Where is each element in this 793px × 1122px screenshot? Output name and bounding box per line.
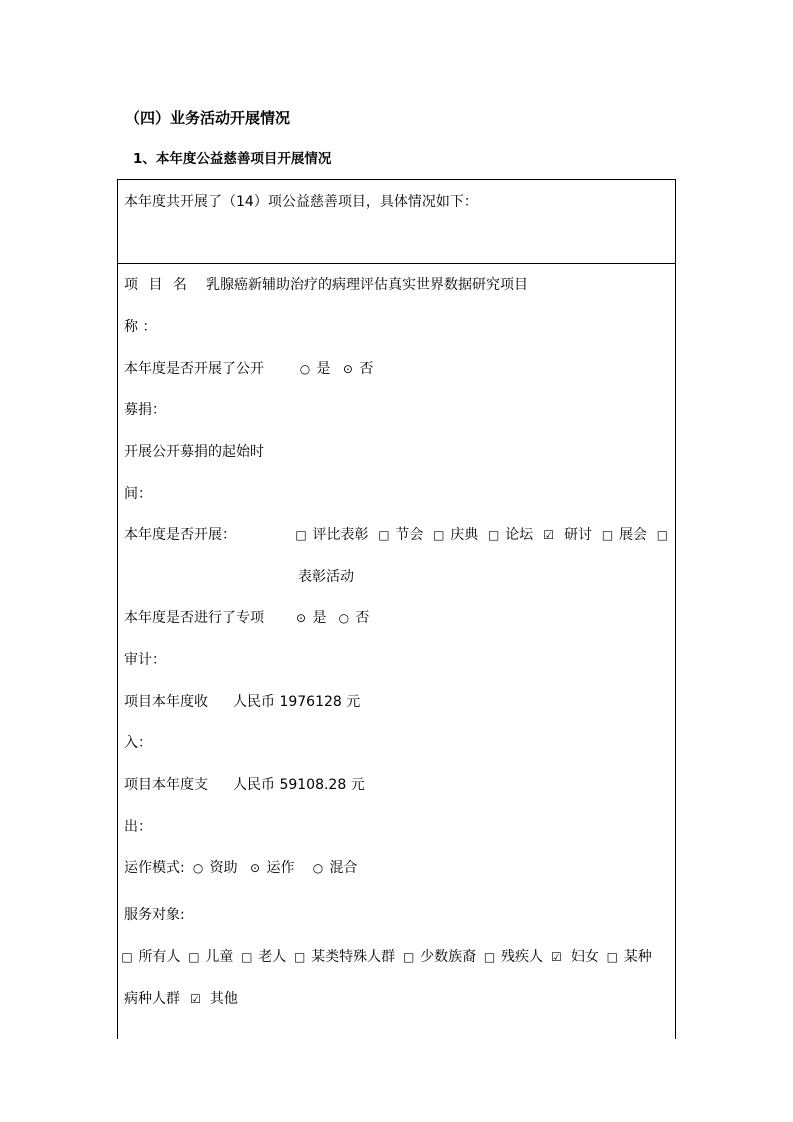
option-label: 是 — [316, 361, 331, 377]
checkbox-unchecked-icon: □ — [378, 528, 390, 542]
fundraising-start-label: 开展公开募捐的起始时 — [124, 444, 264, 460]
disease-group-label-cont: 病种人群 — [124, 991, 180, 1007]
activity-award-option[interactable] — [294, 525, 368, 545]
expense-label-cont: 出： — [124, 819, 152, 835]
activities-line2: 表彰活动 — [298, 569, 354, 585]
service-disease-group-option[interactable] — [605, 947, 651, 967]
checkbox-checked-icon: ☑ — [551, 950, 562, 964]
service-all-option[interactable] — [120, 947, 180, 967]
radio-unchecked-icon: ○ — [192, 861, 204, 875]
option-label: 其他 — [209, 991, 238, 1007]
activity-forum-option[interactable] — [487, 525, 533, 545]
checkbox-checked-icon: ☑ — [190, 992, 201, 1006]
radio-unchecked-icon: ○ — [312, 861, 324, 875]
activities-label: 本年度是否开展： — [124, 527, 236, 543]
checkbox-unchecked-icon: □ — [656, 528, 669, 542]
public-fundraising-yes-option[interactable] — [298, 359, 330, 379]
table-divider — [117, 263, 676, 264]
option-label: 论坛 — [505, 527, 534, 543]
option-label: 妇女 — [570, 949, 599, 965]
option-label: 评比表彰 — [312, 527, 369, 543]
expense-label: 项目本年度支 — [124, 777, 208, 793]
checkbox-unchecked-icon: □ — [433, 528, 445, 542]
service-target-line2 — [124, 989, 238, 1009]
checkbox-unchecked-icon: □ — [601, 528, 614, 542]
option-label: 老人 — [258, 949, 287, 965]
option-label: 资助 — [209, 860, 238, 876]
service-special-group-option[interactable] — [293, 947, 395, 967]
checkbox-unchecked-icon: □ — [483, 950, 496, 964]
public-fundraising-label: 本年度是否开展了公开 — [124, 361, 264, 377]
mode-funding-option[interactable] — [191, 858, 237, 878]
option-label: 混合 — [329, 860, 358, 876]
option-label: 运作 — [266, 860, 295, 876]
option-label: 否 — [359, 361, 374, 377]
public-fundraising-label-cont: 募捐： — [124, 402, 166, 418]
project-name-label: 项 目 名 — [124, 277, 187, 293]
mode-operation-option[interactable] — [248, 858, 294, 878]
option-label: 节会 — [395, 527, 424, 543]
option-label: 庆典 — [450, 527, 479, 543]
audit-label: 本年度是否进行了专项 — [124, 610, 264, 626]
radio-checked-icon: ⊙ — [295, 611, 307, 625]
radio-unchecked-icon: ○ — [338, 611, 350, 625]
checkbox-unchecked-icon: □ — [488, 528, 500, 542]
subsection-heading: 1、本年度公益慈善项目开展情况 — [133, 151, 332, 167]
audit-no-option[interactable] — [337, 608, 369, 628]
service-minority-option[interactable] — [402, 947, 476, 967]
project-name-value: 乳腺癌新辅助治疗的病理评估真实世界数据研究项目 — [206, 277, 528, 293]
service-other-option[interactable] — [188, 989, 237, 1009]
service-target-label: 服务对象: — [124, 907, 185, 923]
operating-mode-label: 运作模式: — [124, 860, 185, 876]
expense-value: 人民币 59108.28 元 — [233, 777, 365, 793]
section-heading: （四）业务活动开展情况 — [125, 109, 291, 127]
intro-text: 本年度共开展了（14）项公益慈善项目，具体情况如下： — [124, 194, 478, 210]
option-label: 某种 — [623, 949, 652, 965]
service-children-option[interactable] — [187, 947, 233, 967]
option-label: 儿童 — [205, 949, 234, 965]
radio-unchecked-icon: ○ — [299, 362, 311, 376]
operating-mode-row — [124, 858, 357, 878]
income-label-cont: 入： — [124, 735, 152, 751]
checkbox-unchecked-icon: □ — [241, 950, 253, 964]
radio-checked-icon: ⊙ — [342, 362, 353, 376]
option-label: 否 — [355, 610, 370, 626]
checkbox-unchecked-icon: □ — [188, 950, 200, 964]
option-label: 展会 — [618, 527, 647, 543]
checkbox-unchecked-icon: □ — [295, 528, 307, 542]
income-value: 人民币 1976128 元 — [233, 694, 361, 710]
option-label: 残疾人 — [500, 949, 543, 965]
activity-seminar-option[interactable] — [542, 525, 592, 545]
public-fundraising-no-option[interactable] — [341, 359, 373, 379]
option-label: 所有人 — [138, 949, 181, 965]
audit-label-cont: 审计： — [124, 652, 166, 668]
public-fundraising-options — [298, 359, 373, 379]
activities-options — [294, 525, 669, 545]
fundraising-start-label-cont: 间： — [124, 486, 152, 502]
activity-celebration-option[interactable] — [432, 525, 478, 545]
project-name-label-cont: 称 ： — [124, 319, 157, 335]
checkbox-unchecked-icon: □ — [294, 950, 306, 964]
checkbox-checked-icon: ☑ — [543, 528, 554, 542]
activity-exhibition-option[interactable] — [601, 525, 647, 545]
service-elderly-option[interactable] — [240, 947, 286, 967]
checkbox-unchecked-icon: □ — [121, 950, 133, 964]
option-label: 是 — [312, 610, 327, 626]
checkbox-unchecked-icon: □ — [606, 950, 619, 964]
income-label: 项目本年度收 — [124, 694, 208, 710]
option-label: 少数族裔 — [420, 949, 477, 965]
checkbox-unchecked-icon: □ — [402, 950, 415, 964]
service-target-options — [120, 947, 652, 967]
activity-festival-option[interactable] — [377, 525, 423, 545]
radio-checked-icon: ⊙ — [250, 861, 261, 875]
mode-mixed-option[interactable] — [311, 858, 357, 878]
service-women-option[interactable] — [549, 947, 598, 967]
activity-commendation-option[interactable] — [655, 525, 669, 545]
audit-options — [294, 608, 369, 628]
audit-yes-option[interactable] — [294, 608, 326, 628]
service-disabled-option[interactable] — [483, 947, 543, 967]
option-label: 某类特殊人群 — [311, 949, 396, 965]
option-label: 研讨 — [564, 527, 593, 543]
